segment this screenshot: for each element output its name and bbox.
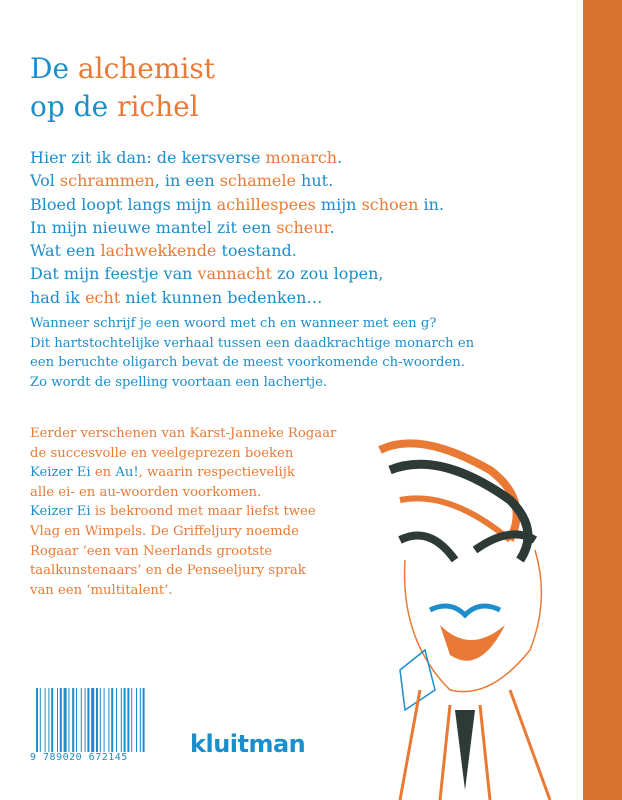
highlighted-text: Eerder verschenen van Karst-Janneke Rogaar <box>30 426 337 441</box>
highlighted-text: , waarin respectievelijk <box>138 465 295 481</box>
text: hut. <box>295 171 334 191</box>
para1-line <box>30 314 474 334</box>
author-paragraph <box>30 424 336 600</box>
poem-line <box>30 193 444 216</box>
poem-line <box>30 216 444 239</box>
para2-line <box>30 463 336 483</box>
para2-line <box>30 424 336 444</box>
text: in. <box>418 194 445 214</box>
text: Dat mijn feestje van <box>30 264 198 284</box>
highlighted-text: vannacht <box>197 264 272 284</box>
text: Bloed loopt langs mijn <box>30 194 217 214</box>
barcode-bar <box>68 688 69 752</box>
text: toestand. <box>216 241 297 261</box>
barcode-bar <box>64 688 67 752</box>
title-line <box>30 50 215 88</box>
text: , in een <box>154 171 220 191</box>
barcode-bar <box>60 688 62 752</box>
poem-line <box>30 262 444 285</box>
para2-line <box>30 581 336 601</box>
barcode-bar <box>51 688 53 752</box>
description-paragraph <box>30 314 474 392</box>
poem-line <box>30 169 444 192</box>
text: De <box>30 52 78 85</box>
highlighted-text: alchemist <box>77 52 215 85</box>
highlighted-text: alle ei- en au-woorden voorkomen. <box>30 484 262 500</box>
poem-line <box>30 239 444 262</box>
barcode-bar <box>131 688 132 752</box>
barcode-bar <box>104 688 105 752</box>
text: een beruchte oligarch bevat de meest voorkomende ch-woorden. <box>30 355 465 371</box>
text: mijn <box>315 194 362 214</box>
text: Au! <box>115 465 139 481</box>
text: Dit hartstochtelijke verhaal tussen een daadkrachtige monarch en <box>30 335 475 351</box>
barcode-bar <box>76 688 77 752</box>
para2-line <box>30 542 336 562</box>
monarch-illustration <box>360 430 590 800</box>
highlighted-text: schrammen <box>59 171 155 191</box>
publisher-logo: kluitman <box>190 730 306 758</box>
highlighted-text: is bekroond met maar liefst twee <box>90 504 316 520</box>
barcode-number: 9 789020 672145 <box>30 752 128 763</box>
highlighted-text: lachwekkende <box>100 241 217 261</box>
text: In mijn nieuwe mantel zit een <box>30 217 277 237</box>
barcode-bar <box>121 688 122 752</box>
text: Vol <box>30 171 60 191</box>
para2-line <box>30 483 336 503</box>
barcode-bar <box>72 688 74 752</box>
highlighted-text: taalkunstenaars’ en de Penseeljury sprak <box>30 563 306 579</box>
barcode-bar <box>127 688 129 752</box>
barcode-bar <box>140 688 141 752</box>
highlighted-text: de succesvolle en veelgeprezen boeken <box>30 445 294 461</box>
para1-line <box>30 373 474 393</box>
text: op de <box>30 90 118 123</box>
barcode-bar <box>108 688 109 752</box>
barcode-bar <box>96 688 98 752</box>
text: . <box>337 148 343 167</box>
barcode-bar <box>87 688 89 752</box>
barcode-bar <box>143 688 145 752</box>
book-title <box>30 50 215 126</box>
para1-line <box>30 353 474 373</box>
para2-line <box>30 561 336 581</box>
text: niet kunnen bedenken… <box>120 287 323 307</box>
highlighted-text: monarch <box>265 148 338 167</box>
barcode-bar <box>48 688 49 752</box>
text: zo zou lopen, <box>271 264 384 284</box>
highlighted-text: van een ‘multitalent’. <box>30 582 173 598</box>
text: Keizer Ei <box>30 504 91 520</box>
text: Zo wordt de spelling voortaan een lachertje. <box>30 374 328 390</box>
highlighted-text: Rogaar ‘een van Neerlands grootste <box>30 543 273 559</box>
poem-line <box>30 286 444 309</box>
para2-line <box>30 502 336 522</box>
barcode-bar <box>124 688 126 752</box>
text: . <box>329 217 335 237</box>
barcode-bar <box>57 688 58 752</box>
para1-line <box>30 334 474 354</box>
text: Wat een <box>30 241 101 261</box>
poem <box>30 146 444 309</box>
highlighted-text: richel <box>117 90 199 123</box>
highlighted-text: scheur <box>276 217 330 237</box>
highlighted-text: schamele <box>219 171 296 191</box>
barcode-bar <box>136 688 137 752</box>
para2-line <box>30 444 336 464</box>
barcode-bar <box>36 688 38 752</box>
barcode-bar <box>100 688 101 752</box>
barcode-bar <box>91 688 94 752</box>
highlighted-text: echt <box>85 287 121 307</box>
highlighted-text: en <box>90 465 116 481</box>
barcode-bar <box>85 688 86 752</box>
text: Wanneer schrijf je een woord met ch en wanneer met een g? <box>30 316 437 331</box>
highlighted-text: Vlag en Wimpels. De Griffeljury noemde <box>30 523 299 539</box>
barcode-bar <box>111 688 113 752</box>
text: had ik <box>30 287 86 307</box>
barcode-bar <box>40 688 41 752</box>
highlighted-text: achillespees <box>216 194 316 214</box>
barcode-bar <box>45 688 46 752</box>
barcode-bar <box>81 688 82 752</box>
highlighted-text: schoen <box>361 194 419 214</box>
title-line <box>30 88 215 126</box>
text: Hier zit ik dan: de kersverse <box>30 148 266 167</box>
barcode-bar <box>116 688 117 752</box>
para2-line <box>30 522 336 542</box>
text: Keizer Ei <box>30 465 91 481</box>
poem-line <box>30 146 444 169</box>
